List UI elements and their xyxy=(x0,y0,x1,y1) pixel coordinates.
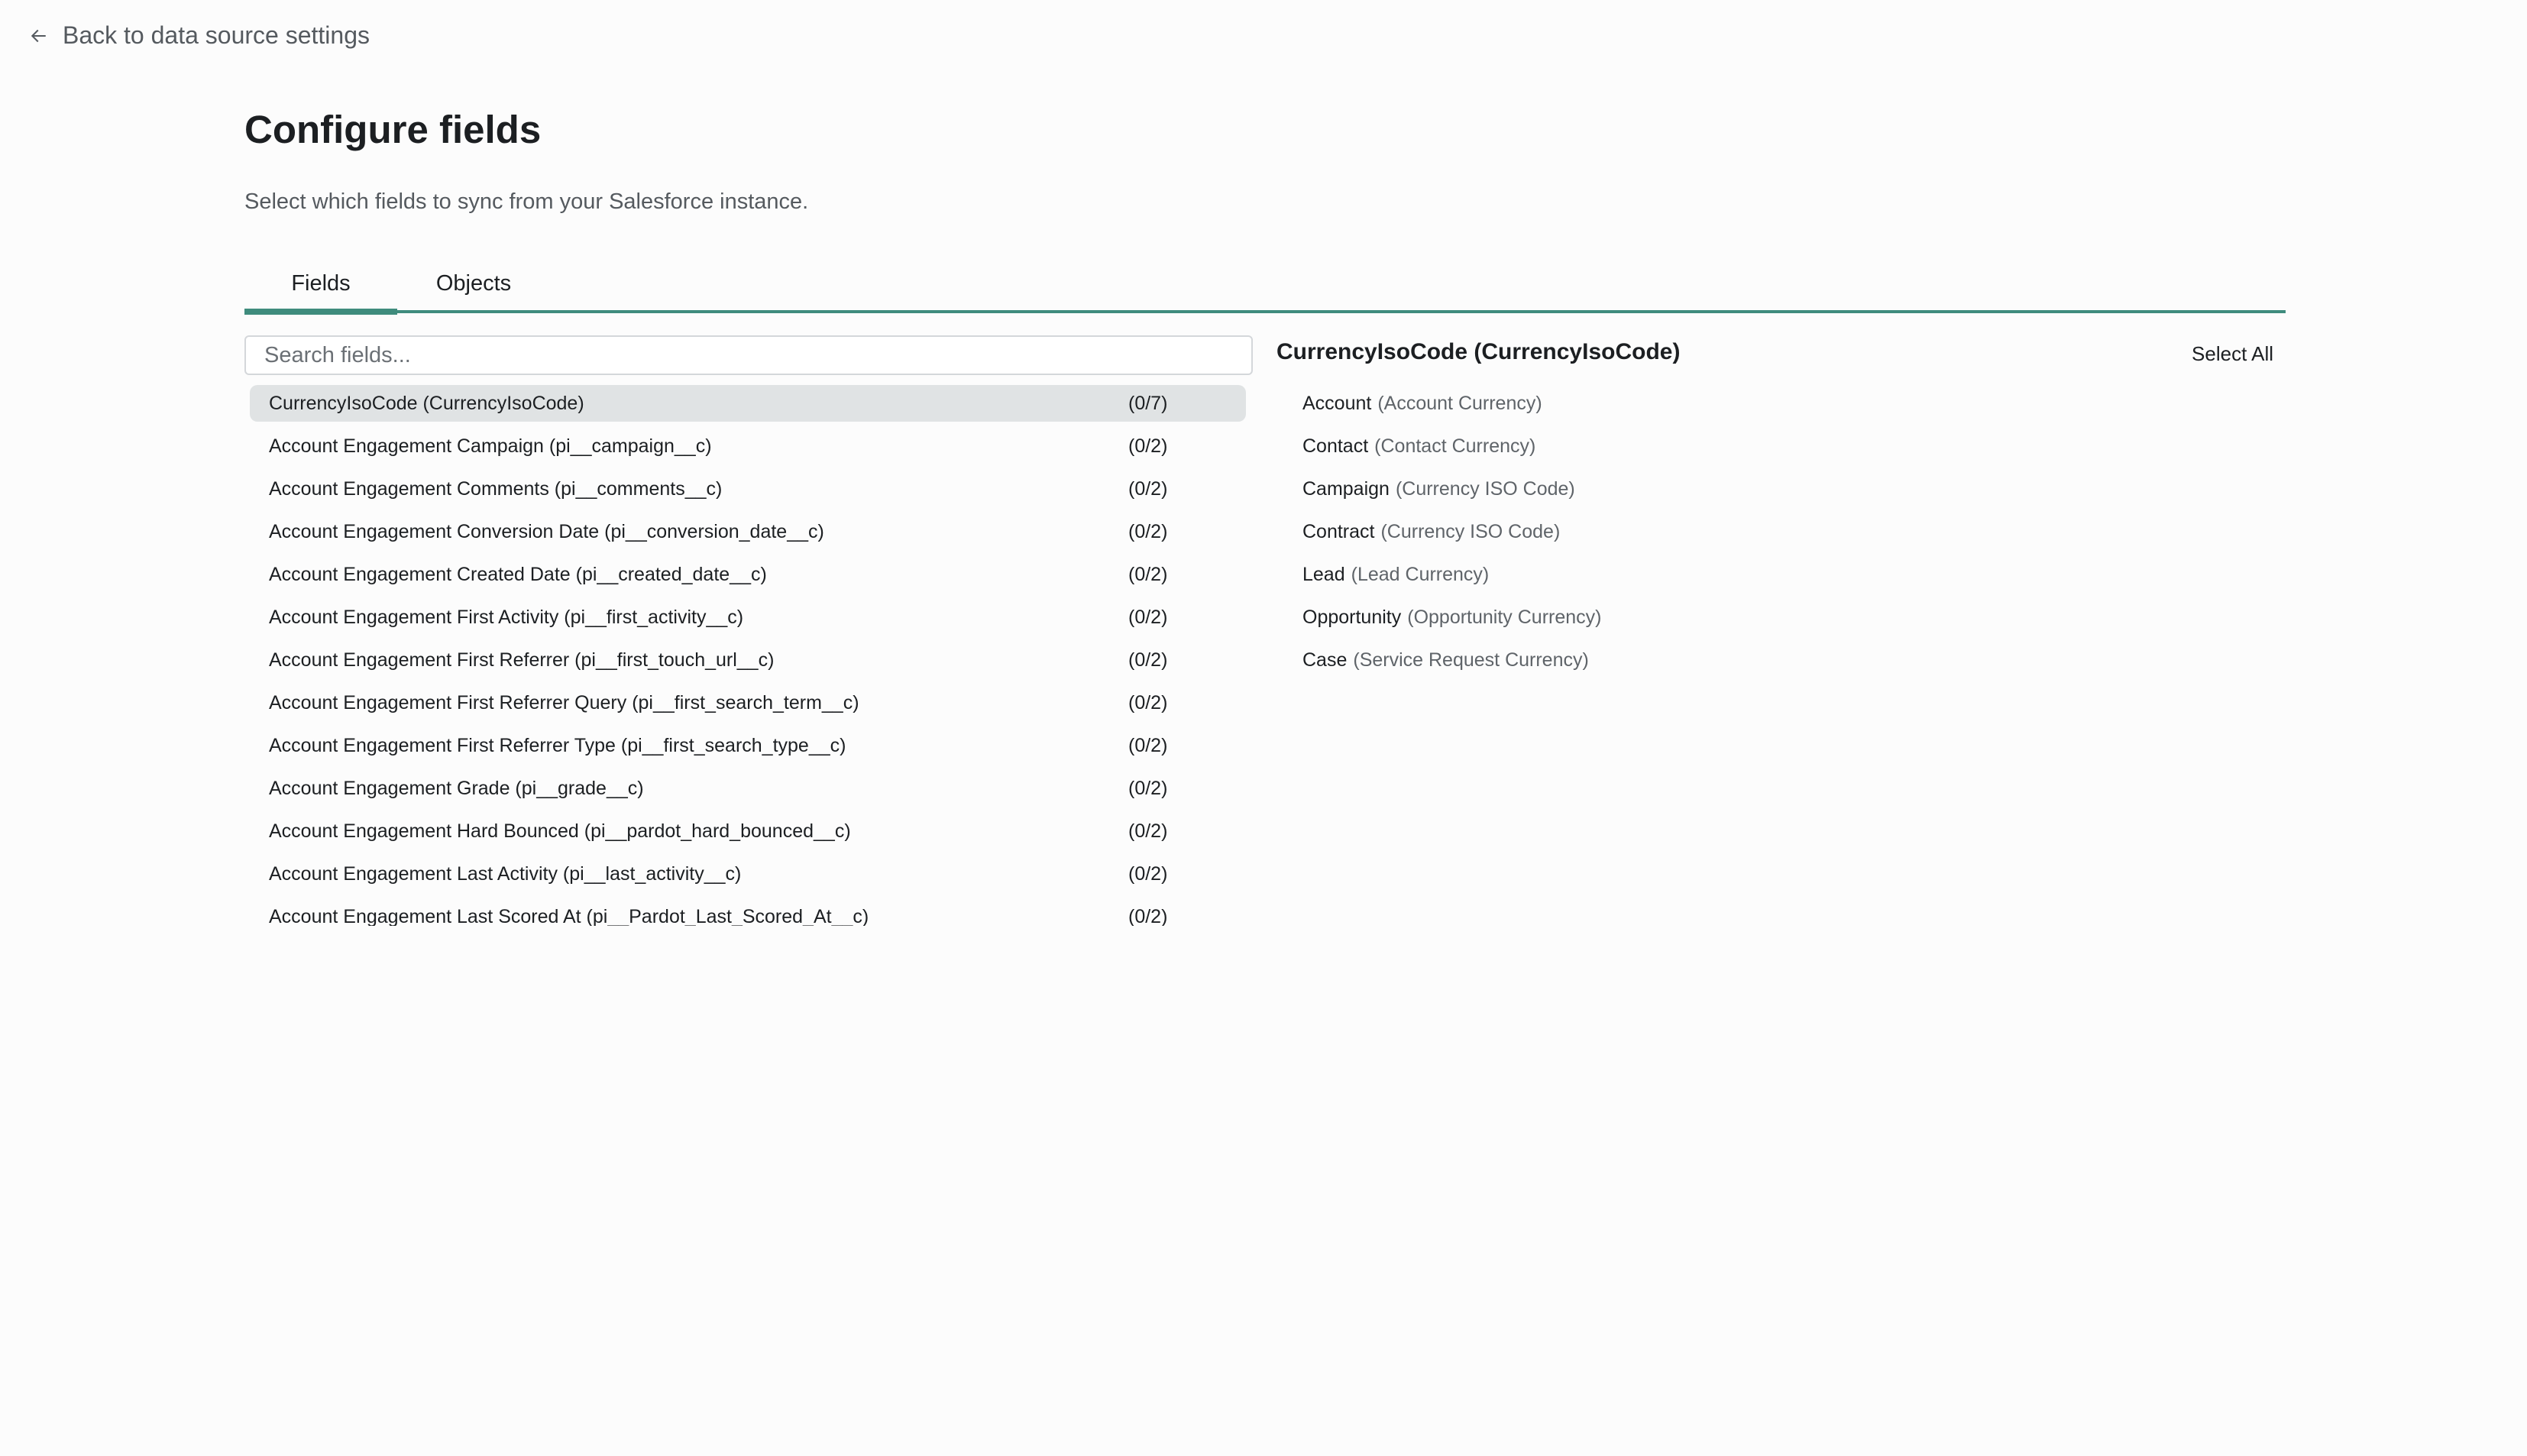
object-name: Opportunity xyxy=(1302,606,1402,628)
field-name: Account Engagement First Referrer (pi__first_touch_url__c) xyxy=(269,649,775,671)
search-fields-input[interactable] xyxy=(244,335,1253,375)
object-field-label: (Service Request Currency) xyxy=(1353,649,1589,671)
field-row[interactable] xyxy=(250,556,1246,593)
field-count: (0/2) xyxy=(1128,820,1168,842)
object-item[interactable] xyxy=(1302,513,1602,550)
page-subtitle: Select which fields to sync from your Salesforce instance. xyxy=(244,189,809,214)
object-name: Account xyxy=(1302,392,1372,414)
field-row[interactable] xyxy=(250,684,1246,721)
field-count: (0/7) xyxy=(1128,392,1168,414)
field-name: Account Engagement Comments (pi__comments__c) xyxy=(269,477,723,500)
object-item[interactable] xyxy=(1302,642,1602,678)
back-link-label: Back to data source settings xyxy=(63,21,370,49)
field-count: (0/2) xyxy=(1128,862,1168,885)
object-name: Contact xyxy=(1302,435,1369,457)
field-count: (0/2) xyxy=(1128,649,1168,671)
field-count: (0/2) xyxy=(1128,734,1168,756)
field-name: Account Engagement First Activity (pi__first_activity__c) xyxy=(269,606,744,628)
field-name: Account Engagement Grade (pi__grade__c) xyxy=(269,777,644,799)
arrow-left-icon xyxy=(28,24,50,47)
object-item[interactable] xyxy=(1302,385,1602,422)
object-list xyxy=(1302,385,1602,684)
field-count: (0/2) xyxy=(1128,606,1168,628)
field-row[interactable] xyxy=(250,770,1246,807)
tab-bar xyxy=(244,261,2286,313)
field-row[interactable] xyxy=(250,599,1246,636)
object-field-label: (Currency ISO Code) xyxy=(1395,477,1575,500)
detail-title: CurrencyIsoCode (CurrencyIsoCode) xyxy=(1276,339,1681,364)
field-list[interactable] xyxy=(250,385,1246,926)
field-name: Account Engagement Hard Bounced (pi__pardot_hard_bounced__c) xyxy=(269,820,851,842)
field-row[interactable] xyxy=(250,856,1246,892)
field-name: CurrencyIsoCode (CurrencyIsoCode) xyxy=(269,392,584,414)
field-row[interactable] xyxy=(250,642,1246,678)
field-row[interactable] xyxy=(250,813,1246,849)
object-item[interactable] xyxy=(1302,556,1602,593)
page-title: Configure fields xyxy=(244,108,542,151)
object-item[interactable] xyxy=(1302,428,1602,464)
field-count: (0/2) xyxy=(1128,563,1168,585)
field-row[interactable] xyxy=(250,727,1246,764)
select-all-button[interactable]: Select All xyxy=(2192,342,2273,365)
field-row[interactable] xyxy=(250,471,1246,507)
field-name: Account Engagement Last Activity (pi__last_activity__c) xyxy=(269,862,742,885)
field-row[interactable] xyxy=(250,898,1246,926)
field-name: Account Engagement Last Scored At (pi__Pardot_Last_Scored_At__c) xyxy=(269,905,869,926)
field-count: (0/2) xyxy=(1128,520,1168,542)
object-name: Lead xyxy=(1302,563,1345,585)
field-row[interactable] xyxy=(250,513,1246,550)
object-field-label: (Account Currency) xyxy=(1377,392,1542,414)
object-field-label: (Currency ISO Code) xyxy=(1380,520,1561,542)
back-link[interactable] xyxy=(28,21,370,50)
field-count: (0/2) xyxy=(1128,905,1168,926)
object-name: Contract xyxy=(1302,520,1375,542)
field-name: Account Engagement Campaign (pi__campaign__c) xyxy=(269,435,712,457)
field-count: (0/2) xyxy=(1128,691,1168,713)
field-name: Account Engagement Created Date (pi__created_date__c) xyxy=(269,563,767,585)
field-name: Account Engagement Conversion Date (pi__conversion_date__c) xyxy=(269,520,824,542)
object-item[interactable] xyxy=(1302,599,1602,636)
field-row[interactable] xyxy=(250,428,1246,464)
object-field-label: (Lead Currency) xyxy=(1351,563,1490,585)
field-row[interactable] xyxy=(250,385,1246,422)
field-name: Account Engagement First Referrer Type (pi__first_search_type__c) xyxy=(269,734,846,756)
object-field-label: (Opportunity Currency) xyxy=(1407,606,1602,628)
field-count: (0/2) xyxy=(1128,777,1168,799)
field-count: (0/2) xyxy=(1128,477,1168,500)
object-name: Campaign xyxy=(1302,477,1390,500)
object-item[interactable] xyxy=(1302,471,1602,507)
object-field-label: (Contact Currency) xyxy=(1374,435,1536,457)
field-count: (0/2) xyxy=(1128,435,1168,457)
tab-fields[interactable]: Fields xyxy=(244,261,397,310)
tab-objects[interactable]: Objects xyxy=(435,271,512,296)
field-name: Account Engagement First Referrer Query (pi__first_search_term__c) xyxy=(269,691,859,713)
object-name: Case xyxy=(1302,649,1348,671)
